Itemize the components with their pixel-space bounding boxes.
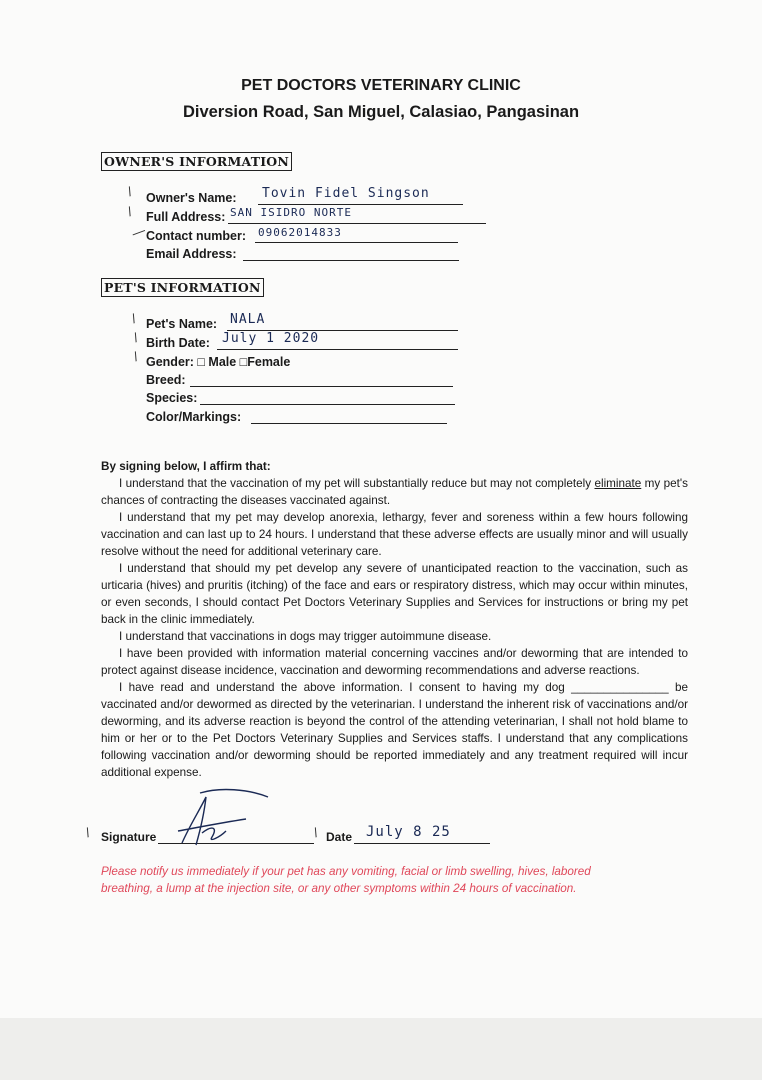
date-line <box>354 843 490 844</box>
pet-birth-line <box>217 349 458 350</box>
owner-address-line <box>228 223 486 224</box>
affirmation-text: my pet's chances of contracting the diseases vaccinated against. <box>101 477 688 507</box>
pet-color-line <box>251 423 447 424</box>
pet-species-label: Species: <box>146 391 198 405</box>
pet-species-line <box>200 404 455 405</box>
owner-name-line <box>258 204 463 205</box>
clinic-name: PET DOCTORS VETERINARY CLINIC <box>241 77 521 94</box>
check-mark: / <box>125 183 135 200</box>
pet-birth-label: Birth Date: <box>146 336 210 350</box>
pet-color-label: Color/Markings: <box>146 410 242 424</box>
pet-birth-value[interactable]: July 1 2020 <box>222 331 320 346</box>
clinic-address: Diversion Road, San Miguel, Calasiao, Pangasinan <box>182 103 580 121</box>
page-bottom-margin <box>0 1018 762 1080</box>
check-mark: / <box>131 329 141 346</box>
signature-scribble[interactable] <box>160 785 280 855</box>
affirmation-paragraph: I have read and understand the above information. I consent to having my dog _______________ be vaccinated and/or dewormed as directed by the veterinarian. I understand the inherent risk of vaccinations and/or deworming, and its adverse reaction is beyond the control of the attending veterinarian, I shall not hold blame to him or her or to the Pet Doctors Veterinary Supplies and Services staffs. I understand that any complications following vaccination and/or deworming should be reported immediately and any treatment required will incur additional expense. <box>101 681 688 779</box>
pet-section-heading: PET'S INFORMATION <box>101 278 264 297</box>
date-label: Date <box>326 830 353 844</box>
owner-section-heading: OWNER'S INFORMATION <box>101 152 292 171</box>
pet-name-label: Pet's Name: <box>146 317 218 331</box>
affirmation-paragraph <box>101 475 688 509</box>
check-mark: — <box>129 222 148 241</box>
check-mark: / <box>129 310 139 327</box>
check-mark: / <box>311 824 321 841</box>
affirmation-underlined-word: eliminate <box>594 477 642 490</box>
check-mark: / <box>131 348 141 365</box>
owner-contact-label: Contact number: <box>146 229 246 243</box>
owner-email-line <box>243 260 459 261</box>
owner-address-value[interactable]: SAN ISIDRO NORTE <box>230 206 352 219</box>
affirmation-text: I understand that the vaccination of my pet will substantially reduce but may not completely <box>119 477 592 490</box>
signature-label: Signature <box>101 830 157 844</box>
affirmation-paragraph: I understand that my pet may develop anorexia, lethargy, fever and soreness within a few hours following vaccination and can last up to 24 hours. I understand that these adverse effects are usually minor and will usually resolve without the need for additional veterinary care. <box>101 511 688 558</box>
owner-address-label: Full Address: <box>146 210 226 224</box>
pet-breed-line <box>190 386 453 387</box>
pet-name-value[interactable]: NALA <box>230 312 266 327</box>
owner-contact-line <box>255 242 458 243</box>
affirmation-paragraph: I understand that vaccinations in dogs may trigger autoimmune disease. <box>119 630 492 643</box>
owner-name-label: Owner's Name: <box>146 191 237 205</box>
affirmation-heading: By signing below, I affirm that: <box>101 460 271 473</box>
owner-contact-value[interactable]: 09062014833 <box>258 226 342 239</box>
owner-email-label: Email Address: <box>146 247 237 261</box>
affirmation-block <box>101 458 688 781</box>
check-mark: / <box>125 203 135 220</box>
affirmation-paragraph: I understand that should my pet develop any severe of unanticipated reaction to the vaccination, such as urticaria (hives) and pruritis (itching) of the face and ears or respiratory distress, which may occur within minutes, or even seconds, I should contact Pet Doctors Veterinary Supplies and Services for instructions or bring my pet back in the clinic immediately. <box>101 562 688 626</box>
pet-breed-label: Breed: <box>146 373 186 387</box>
affirmation-paragraph: I have been provided with information material concerning vaccines and/or deworming that are intended to protect against disease incidence, vaccination and deworming recommendations and adverse reactions. <box>101 647 688 677</box>
pet-gender-label: Gender: □ Male □Female <box>146 355 291 369</box>
check-mark: / <box>83 824 93 841</box>
owner-name-value[interactable]: Tovin Fidel Singson <box>262 186 430 201</box>
notice-text: Please notify us immediately if your pet has any vomiting, facial or limb swelling, hives, labored breathing, a lump at the injection site, or any other symptoms within 24 hours of vaccination. <box>101 865 591 895</box>
date-value[interactable]: July 8 25 <box>366 824 451 840</box>
